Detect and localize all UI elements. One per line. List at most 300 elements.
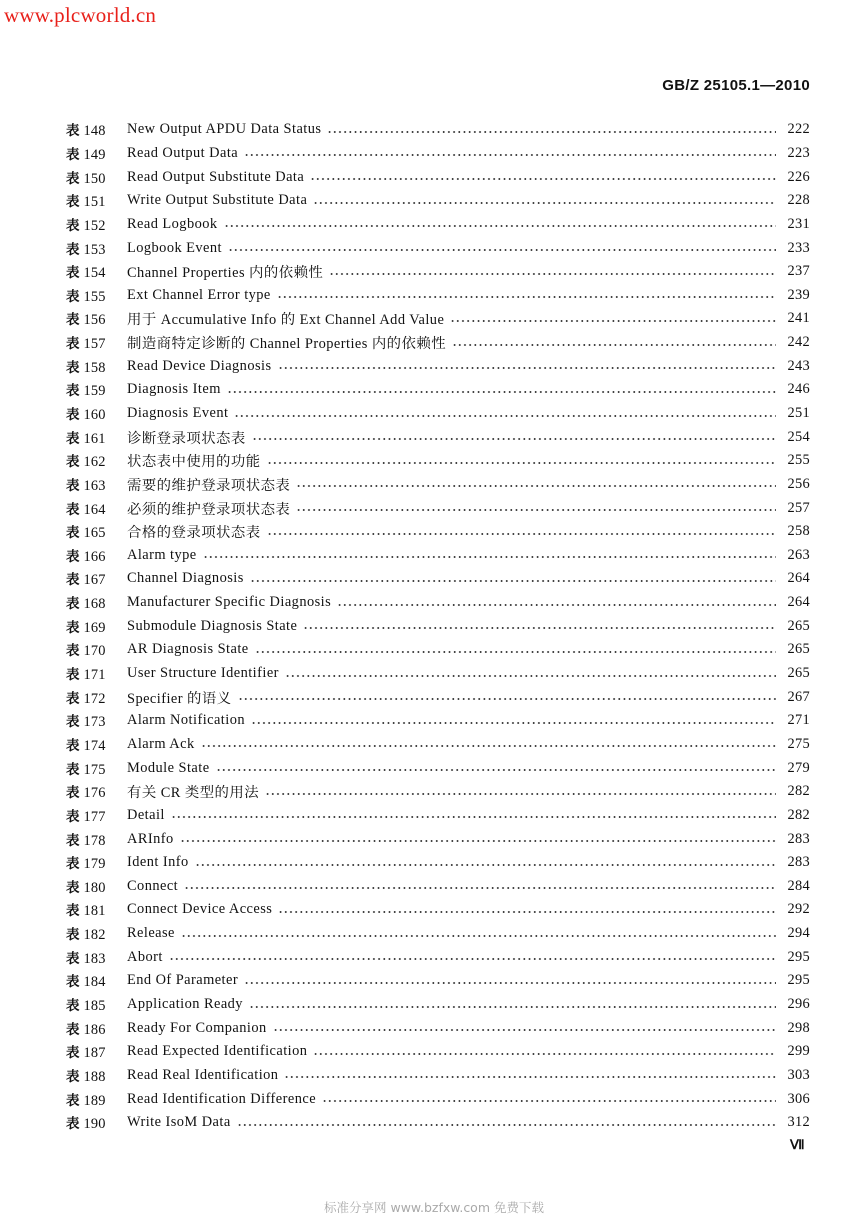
toc-entry-num: 180 — [83, 879, 106, 896]
toc-entry[interactable] — [66, 449, 810, 473]
toc-entry-number — [66, 379, 127, 400]
toc-entry-prefix: 表 — [66, 194, 80, 211]
dot-leader — [296, 485, 776, 487]
toc-entry-page: 222 — [787, 121, 810, 138]
toc-entry-prefix: 表 — [66, 430, 80, 447]
toc-entry-number — [66, 285, 127, 306]
toc-entry[interactable] — [66, 685, 810, 709]
toc-entry[interactable] — [66, 402, 810, 426]
toc-entry-number — [66, 308, 127, 329]
toc-entry[interactable] — [66, 1087, 810, 1111]
dot-leader — [169, 958, 776, 960]
toc-entry-page: 243 — [787, 357, 810, 374]
toc-entry-num: 160 — [83, 407, 106, 423]
toc-entry-page: 284 — [787, 877, 810, 894]
toc-entry-prefix: 表 — [66, 241, 80, 258]
toc-entry-title: Specifier 的语义 — [127, 690, 232, 707]
dot-leader — [337, 604, 776, 606]
toc-entry-page: 228 — [787, 192, 810, 209]
toc-entry-num: 174 — [83, 737, 106, 754]
toc-entry-number — [66, 758, 127, 779]
toc-entry[interactable] — [66, 898, 810, 922]
toc-entry-number — [66, 498, 127, 519]
toc-entry-page: 295 — [787, 948, 810, 965]
toc-entry-page: 265 — [787, 617, 810, 634]
toc-entry-prefix: 表 — [66, 1092, 80, 1109]
toc-entry[interactable] — [66, 945, 810, 969]
toc-entry-page: 237 — [787, 263, 810, 280]
toc-entry-number — [66, 805, 127, 826]
toc-entry-prefix: 表 — [66, 832, 80, 849]
toc-entry-page: 275 — [787, 735, 810, 752]
toc-entry-page: 296 — [787, 996, 810, 1013]
toc-entry-num: 165 — [83, 525, 106, 542]
toc-entry[interactable] — [66, 733, 810, 757]
dot-leader — [251, 722, 776, 724]
toc-entry-num: 176 — [83, 785, 106, 802]
toc-entry[interactable] — [66, 851, 810, 875]
dot-leader — [184, 887, 776, 889]
toc-entry-prefix: 表 — [66, 1068, 80, 1085]
toc-entry-num: 154 — [83, 265, 106, 282]
toc-entry-number — [66, 994, 127, 1015]
toc-entry-number — [66, 190, 127, 211]
toc-entry-title: Alarm Ack — [127, 735, 195, 752]
toc-entry-number — [66, 829, 127, 850]
dot-leader — [250, 580, 776, 582]
toc-entry-page: 255 — [787, 452, 810, 469]
toc-entry-prefix: 表 — [66, 477, 80, 494]
toc-entry-num: 161 — [83, 430, 106, 447]
dot-leader — [296, 509, 776, 511]
toc-entry-number — [66, 356, 127, 377]
toc-entry-num: 189 — [83, 1092, 106, 1109]
toc-entry-page: 239 — [787, 286, 810, 303]
toc-entry-prefix: 表 — [66, 170, 80, 187]
toc-entry-number — [66, 119, 127, 140]
toc-entry-number — [66, 427, 127, 448]
toc-entry-num: 182 — [83, 927, 106, 944]
dot-leader — [265, 793, 776, 795]
watermark-footer: 标准分享网 www.bzfxw.com 免费下载 — [324, 1200, 544, 1215]
dot-leader — [267, 462, 776, 464]
toc-entry-prefix: 表 — [66, 690, 80, 707]
toc-entry-num: 173 — [83, 714, 106, 731]
toc-entry-title: User Structure Identifier — [127, 665, 279, 682]
dot-leader — [285, 675, 776, 677]
toc-entry-page: 256 — [787, 475, 810, 492]
dot-leader — [227, 391, 776, 393]
toc-entry[interactable] — [66, 993, 810, 1017]
toc-entry-title: End Of Parameter — [127, 972, 239, 989]
dot-leader — [327, 131, 776, 133]
toc-entry-page: 263 — [787, 546, 810, 563]
toc-entry-title: Read Output Substitute Data — [127, 168, 305, 185]
toc-entry-page: 312 — [787, 1114, 810, 1131]
toc-entry-title: 需要的维护登录项状态表 — [127, 477, 291, 494]
toc-entry-title: 状态表中使用的功能 — [127, 454, 261, 471]
dot-leader — [284, 1076, 776, 1078]
toc-entry-num: 186 — [83, 1021, 106, 1038]
toc-entry-title: Diagnosis Event — [127, 405, 229, 421]
toc-entry-prefix: 表 — [66, 927, 80, 944]
toc-entry-prefix: 表 — [66, 950, 80, 967]
toc-entry-title: Alarm type — [127, 546, 197, 563]
toc-entry-num: 184 — [83, 974, 106, 991]
toc-entry-num: 183 — [83, 950, 106, 967]
toc-entry-title: Read Identification Difference — [127, 1090, 317, 1107]
page-number: Ⅶ — [790, 1137, 805, 1152]
toc-entry-page: 258 — [787, 523, 810, 540]
toc-entry[interactable] — [66, 827, 810, 851]
toc-entry-page: 264 — [787, 570, 810, 587]
toc-entry-num: 151 — [83, 194, 106, 211]
toc-entry-num: 177 — [83, 808, 106, 825]
toc-entry-number — [66, 852, 127, 873]
toc-entry-page: 226 — [787, 168, 810, 185]
toc-entry-number — [66, 663, 127, 684]
toc-entry-prefix: 表 — [66, 643, 80, 660]
toc-entry-number — [66, 238, 127, 259]
toc-entry-title: Detail — [127, 806, 165, 823]
toc-entry-title: Alarm Notification — [127, 712, 245, 729]
toc-entry-title: Read Device Diagnosis — [127, 357, 272, 374]
toc-entry-prefix: 表 — [66, 1021, 80, 1038]
toc-entry-num: 181 — [83, 903, 106, 920]
toc-entry-number — [66, 521, 127, 542]
dot-leader — [238, 698, 776, 700]
toc-entry-title: 诊断登录项状态表 — [127, 430, 246, 447]
toc-entry-page: 233 — [787, 239, 810, 256]
toc-entry-num: 170 — [83, 643, 106, 660]
toc-entry-title: New Output APDU Data Status — [127, 121, 322, 138]
toc-entry-title: Submodule Diagnosis State — [127, 617, 298, 634]
toc-entry-title: Ident Info — [127, 854, 189, 871]
toc-entry-prefix: 表 — [66, 974, 80, 991]
dot-leader — [195, 864, 776, 866]
toc-entry[interactable] — [66, 1040, 810, 1064]
toc-entry-num: 159 — [83, 383, 106, 400]
toc-entry-num: 158 — [83, 359, 106, 376]
toc-entry-title: Read Expected Identification — [127, 1043, 308, 1060]
toc-entry-num: 168 — [83, 596, 106, 613]
toc-entry-number — [66, 876, 127, 897]
dot-leader — [234, 415, 776, 417]
toc-entry-num: 164 — [83, 501, 106, 518]
toc-entry[interactable] — [66, 354, 810, 378]
toc-entry-num: 166 — [83, 548, 106, 565]
dot-leader — [273, 1029, 776, 1031]
dot-leader — [303, 627, 776, 629]
toc-entry-page: 246 — [787, 381, 810, 398]
toc-entry-num: 157 — [83, 336, 106, 353]
toc-entry-title: Logbook Event — [127, 239, 222, 256]
toc-entry-page: 279 — [787, 759, 810, 776]
toc-entry-prefix: 表 — [66, 856, 80, 873]
toc-entry-title: 必须的维护登录项状态表 — [127, 501, 291, 518]
toc-entry-number — [66, 1041, 127, 1062]
toc-entry-num: 150 — [83, 170, 106, 187]
toc-entry-title: Write IsoM Data — [127, 1114, 231, 1131]
toc-entry[interactable] — [66, 780, 810, 804]
toc-entry[interactable] — [66, 473, 810, 497]
toc-entry-num: 175 — [83, 761, 106, 778]
toc-entry-num: 163 — [83, 477, 106, 494]
toc-entry-page: 298 — [787, 1019, 810, 1036]
toc-entry-number — [66, 1065, 127, 1086]
toc-entry-prefix: 表 — [66, 714, 80, 731]
toc-entry-page: 264 — [787, 594, 810, 611]
toc-entry-num: 171 — [83, 667, 106, 684]
toc-entry-prefix: 表 — [66, 808, 80, 825]
toc-entry-page: 283 — [787, 854, 810, 871]
toc-entry-number — [66, 167, 127, 188]
toc-entry-page: 257 — [787, 499, 810, 516]
toc-entry-num: 162 — [83, 454, 106, 471]
toc-entry[interactable] — [66, 307, 810, 331]
toc-entry[interactable] — [66, 1016, 810, 1040]
toc-entry[interactable] — [66, 591, 810, 615]
toc-entry[interactable] — [66, 236, 810, 260]
dot-leader — [237, 1124, 776, 1126]
toc-entry-prefix: 表 — [66, 596, 80, 613]
toc-entry-num: 148 — [83, 123, 106, 140]
toc-entry-prefix: 表 — [66, 146, 80, 163]
toc-entry[interactable] — [66, 875, 810, 899]
toc-entry[interactable] — [66, 969, 810, 993]
toc-entry-prefix: 表 — [66, 265, 80, 282]
toc-entry[interactable] — [66, 496, 810, 520]
table-of-contents-list — [66, 118, 810, 1135]
dot-leader — [203, 556, 776, 558]
toc-entry-prefix: 表 — [66, 619, 80, 636]
dot-leader — [329, 273, 776, 275]
toc-entry-title: Ready For Companion — [127, 1019, 267, 1036]
dot-leader — [277, 296, 776, 298]
dot-leader — [224, 225, 776, 227]
toc-entry-prefix: 表 — [66, 312, 80, 329]
toc-entry-page: 241 — [787, 310, 810, 327]
toc-entry[interactable] — [66, 804, 810, 828]
toc-entry[interactable] — [66, 189, 810, 213]
toc-entry-number — [66, 1089, 127, 1110]
toc-entry[interactable] — [66, 425, 810, 449]
dot-leader — [252, 438, 776, 440]
toc-entry-prefix: 表 — [66, 879, 80, 896]
toc-entry-title: Manufacturer Specific Diagnosis — [127, 594, 332, 611]
toc-entry-num: 178 — [83, 832, 106, 849]
toc-entry-prefix: 表 — [66, 407, 80, 423]
toc-entry-number — [66, 734, 127, 755]
toc-entry-page: 251 — [787, 405, 810, 421]
toc-entry-title: Read Logbook — [127, 215, 218, 232]
toc-entry[interactable] — [66, 378, 810, 402]
dot-leader — [181, 935, 776, 937]
toc-entry-num: 156 — [83, 312, 106, 329]
dot-leader — [171, 816, 776, 818]
toc-entry[interactable] — [66, 213, 810, 237]
toc-entry-page: 242 — [787, 334, 810, 351]
toc-entry-page: 292 — [787, 901, 810, 918]
dot-leader — [180, 840, 776, 842]
toc-entry[interactable] — [66, 142, 810, 166]
toc-entry-title: Connect — [127, 877, 179, 894]
toc-entry-prefix: 表 — [66, 572, 80, 589]
toc-entry-page: 306 — [787, 1090, 810, 1107]
dot-leader — [452, 344, 776, 346]
toc-entry[interactable] — [66, 709, 810, 733]
toc-entry-prefix: 表 — [66, 336, 80, 353]
toc-entry-num: 187 — [83, 1045, 106, 1062]
toc-entry-prefix: 表 — [66, 501, 80, 518]
dot-leader — [249, 1006, 776, 1008]
toc-entry-title: 有关 CR 类型的用法 — [127, 785, 260, 802]
toc-entry-num: 179 — [83, 856, 106, 873]
toc-entry-num: 153 — [83, 241, 106, 258]
toc-entry-number — [66, 639, 127, 660]
dot-leader — [255, 651, 776, 653]
toc-entry-prefix: 表 — [66, 761, 80, 778]
toc-entry-page: 282 — [787, 806, 810, 823]
toc-entry-prefix: 表 — [66, 1116, 80, 1133]
dot-leader — [313, 1053, 776, 1055]
toc-entry-num: 169 — [83, 619, 106, 636]
toc-entry[interactable] — [66, 165, 810, 189]
toc-entry[interactable] — [66, 118, 810, 142]
toc-entry-prefix: 表 — [66, 525, 80, 542]
dot-leader — [216, 769, 776, 771]
toc-entry-prefix: 表 — [66, 785, 80, 802]
toc-entry-title: Application Ready — [127, 996, 243, 1013]
toc-entry-title: Channel Properties 内的依赖性 — [127, 265, 324, 282]
dot-leader — [322, 1100, 776, 1102]
toc-entry-number — [66, 592, 127, 613]
toc-entry-num: 152 — [83, 217, 106, 234]
toc-entry-num: 155 — [83, 288, 106, 305]
toc-entry-prefix: 表 — [66, 383, 80, 400]
toc-entry-num: 185 — [83, 998, 106, 1015]
toc-entry-number — [66, 545, 127, 566]
toc-entry[interactable] — [66, 544, 810, 568]
toc-entry-number — [66, 947, 127, 968]
toc-entry-page: 265 — [787, 641, 810, 658]
toc-entry-page: 303 — [787, 1066, 810, 1083]
toc-entry[interactable] — [66, 756, 810, 780]
toc-entry-number — [66, 781, 127, 802]
toc-entry[interactable] — [66, 614, 810, 638]
toc-entry-number — [66, 616, 127, 637]
toc-entry-num: 149 — [83, 146, 106, 163]
toc-entry-title: Release — [127, 925, 175, 942]
toc-entry-number — [66, 450, 127, 471]
toc-entry[interactable] — [66, 922, 810, 946]
toc-entry-prefix: 表 — [66, 667, 80, 684]
toc-entry[interactable] — [66, 638, 810, 662]
toc-entry-number — [66, 687, 127, 708]
toc-entry-title: Module State — [127, 759, 210, 776]
toc-entry-page: 299 — [787, 1043, 810, 1060]
toc-entry-page: 295 — [787, 972, 810, 989]
toc-entry-title: 制造商特定诊断的 Channel Properties 内的依赖性 — [127, 336, 447, 353]
toc-entry-number — [66, 923, 127, 944]
toc-entry-page: 267 — [787, 688, 810, 705]
dot-leader — [244, 154, 776, 156]
toc-entry-page: 265 — [787, 665, 810, 682]
toc-entry-prefix: 表 — [66, 1045, 80, 1062]
dot-leader — [450, 320, 776, 322]
toc-entry[interactable] — [66, 662, 810, 686]
toc-entry-title: Write Output Substitute Data — [127, 192, 308, 209]
toc-entry-title: Ext Channel Error type — [127, 286, 271, 303]
toc-entry-number — [66, 143, 127, 164]
toc-entry-page: 271 — [787, 712, 810, 729]
toc-entry[interactable] — [66, 567, 810, 591]
toc-entry-prefix: 表 — [66, 548, 80, 565]
toc-entry-number — [66, 710, 127, 731]
toc-entry-title: Connect Device Access — [127, 901, 273, 918]
toc-entry-title: Read Real Identification — [127, 1066, 279, 1083]
toc-entry-prefix: 表 — [66, 288, 80, 305]
toc-entry-prefix: 表 — [66, 454, 80, 471]
toc-entry-prefix: 表 — [66, 217, 80, 234]
standard-number-header: GB/Z 25105.1—2010 — [662, 77, 810, 94]
toc-entry-num: 190 — [83, 1116, 106, 1133]
toc-entry-page: 231 — [787, 215, 810, 232]
toc-entry[interactable] — [66, 260, 810, 284]
dot-leader — [278, 911, 776, 913]
toc-entry-number — [66, 1018, 127, 1039]
toc-entry-title: Channel Diagnosis — [127, 570, 244, 587]
dot-leader — [310, 178, 776, 180]
toc-entry-num: 188 — [83, 1068, 106, 1085]
toc-entry-number — [66, 261, 127, 282]
dot-leader — [201, 745, 776, 747]
toc-entry[interactable] — [66, 1111, 810, 1135]
toc-entry-number — [66, 970, 127, 991]
dot-leader — [267, 533, 776, 535]
toc-entry-number — [66, 214, 127, 235]
toc-entry-title: AR Diagnosis State — [127, 641, 249, 658]
toc-entry-title: Abort — [127, 948, 163, 965]
toc-entry-number — [66, 403, 127, 424]
watermark-site-url: www.plcworld.cn — [4, 3, 157, 27]
toc-entry-title: Diagnosis Item — [127, 381, 221, 398]
dot-leader — [244, 982, 776, 984]
toc-entry-prefix: 表 — [66, 123, 80, 140]
toc-entry[interactable] — [66, 1064, 810, 1088]
toc-entry-title: 用于 Accumulative Info 的 Ext Channel Add Value — [127, 312, 445, 329]
toc-entry[interactable] — [66, 283, 810, 307]
dot-leader — [228, 249, 776, 251]
toc-entry-title: 合格的登录项状态表 — [127, 525, 261, 542]
toc-entry-page: 223 — [787, 144, 810, 161]
toc-entry-prefix: 表 — [66, 903, 80, 920]
toc-entry-prefix: 表 — [66, 359, 80, 376]
toc-entry-page: 282 — [787, 783, 810, 800]
toc-entry-num: 167 — [83, 572, 106, 589]
dot-leader — [313, 202, 776, 204]
toc-entry-number — [66, 568, 127, 589]
toc-entry[interactable] — [66, 520, 810, 544]
toc-entry[interactable] — [66, 331, 810, 355]
toc-entry-page: 254 — [787, 428, 810, 445]
toc-entry-page: 283 — [787, 830, 810, 847]
toc-entry-page: 294 — [787, 925, 810, 942]
toc-entry-prefix: 表 — [66, 998, 80, 1015]
toc-entry-title: Read Output Data — [127, 144, 239, 161]
toc-entry-number — [66, 332, 127, 353]
toc-entry-prefix: 表 — [66, 737, 80, 754]
